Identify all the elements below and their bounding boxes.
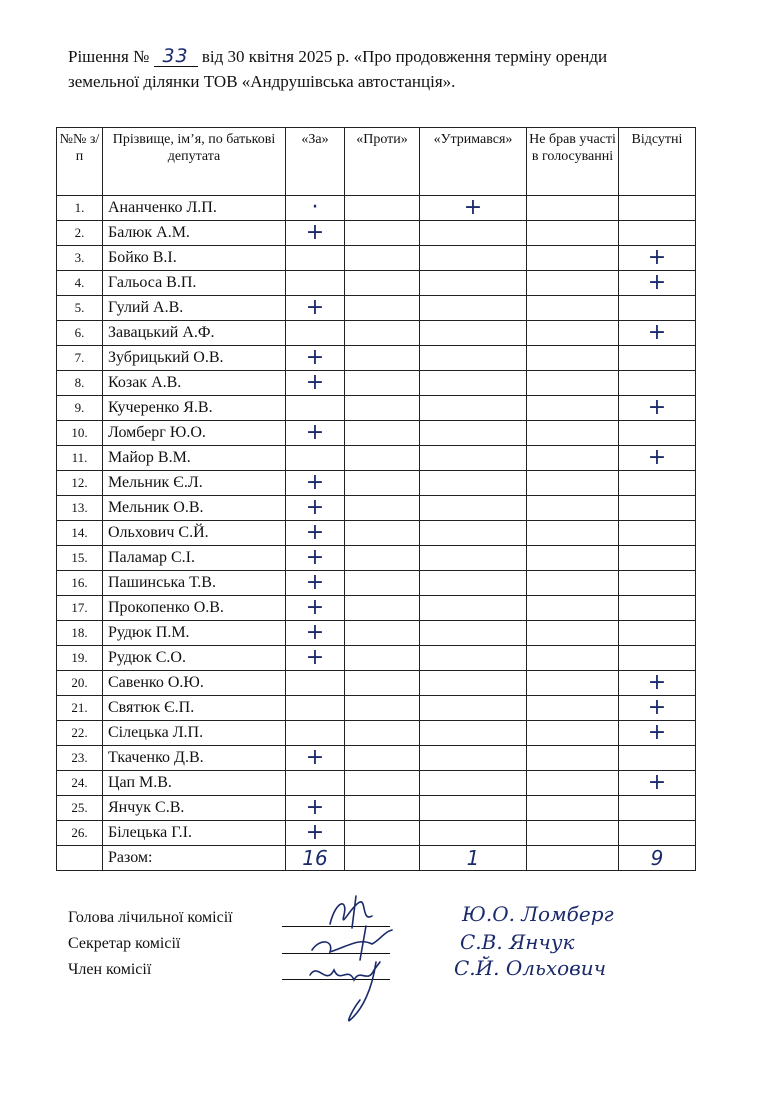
role-secretary: Секретар комісії [68, 935, 181, 952]
deputy-name: Ольхович С.Й. [103, 521, 286, 546]
total-absent: 9 [619, 846, 696, 871]
deputy-name: Ананченко Л.П. [103, 196, 286, 221]
row-number: 12. [57, 471, 103, 496]
deputy-name: Кучеренко Я.В. [103, 396, 286, 421]
row-number: 13. [57, 496, 103, 521]
vote-mark-abstain: + [420, 196, 527, 221]
row-number: 19. [57, 646, 103, 671]
row-number: 11. [57, 446, 103, 471]
vote-mark-for: · [286, 196, 345, 221]
role-member: Член комісії [68, 961, 152, 978]
row-number: 4. [57, 271, 103, 296]
col-header-num: №№ з/п [57, 128, 103, 196]
deputy-name: Майор В.М. [103, 446, 286, 471]
col-header-name: Прізвище, ім’я, по батькові депутата [103, 128, 286, 196]
deputy-name: Савенко О.Ю. [103, 671, 286, 696]
vote-mark-for: + [286, 546, 345, 571]
deputy-name: Ломберг Ю.О. [103, 421, 286, 446]
vote-mark-absent: + [619, 671, 696, 696]
decision-prefix: Рішення № [68, 47, 150, 66]
vote-mark-for: + [286, 746, 345, 771]
row-number: 3. [57, 246, 103, 271]
vote-mark-for: + [286, 821, 345, 846]
handwritten-name-chair: Ю.О. Ломберг [462, 902, 614, 926]
vote-mark-for: + [286, 646, 345, 671]
row-number: 9. [57, 396, 103, 421]
vote-mark-absent: + [619, 246, 696, 271]
vote-mark-for: + [286, 596, 345, 621]
decision-title-part: від 30 квітня 2025 р. «Про продовження терміну оренди [201, 47, 608, 66]
deputy-name: Бойко В.І. [103, 246, 286, 271]
vote-mark-for: + [286, 296, 345, 321]
handwritten-name-secretary: С.В. Янчук [460, 930, 575, 954]
col-header-abstain: «Утримався» [420, 128, 527, 196]
vote-mark-absent: + [619, 271, 696, 296]
decision-number: 33 [162, 45, 189, 67]
deputy-name: Козак А.В. [103, 371, 286, 396]
row-number: 7. [57, 346, 103, 371]
deputy-name: Сілецька Л.П. [103, 721, 286, 746]
row-number: 6. [57, 321, 103, 346]
row-number: 1. [57, 196, 103, 221]
vote-mark-absent: + [619, 771, 696, 796]
col-header-absent: Відсутні [619, 128, 696, 196]
deputy-name: Прокопенко О.В. [103, 596, 286, 621]
row-number: 8. [57, 371, 103, 396]
vote-mark-for: + [286, 346, 345, 371]
deputy-name: Мельник Є.Л. [103, 471, 286, 496]
vote-mark-absent: + [619, 396, 696, 421]
deputy-name: Паламар С.І. [103, 546, 286, 571]
vote-mark-for: + [286, 421, 345, 446]
row-number: 24. [57, 771, 103, 796]
deputy-name: Балюк А.М. [103, 221, 286, 246]
deputy-name: Гальоса В.П. [103, 271, 286, 296]
deputy-name: Цап М.В. [103, 771, 286, 796]
role-chair: Голова лічильної комісії [68, 909, 233, 926]
deputy-name: Зубрицький О.В. [103, 346, 286, 371]
total-for: 16 [286, 846, 345, 871]
vote-mark-absent: + [619, 446, 696, 471]
vote-mark-for: + [286, 496, 345, 521]
row-number: 17. [57, 596, 103, 621]
vote-mark-absent: + [619, 321, 696, 346]
deputy-name: Гулий А.В. [103, 296, 286, 321]
deputy-name: Рудюк С.О. [103, 646, 286, 671]
row-number: 21. [57, 696, 103, 721]
row-number: 25. [57, 796, 103, 821]
row-number: 26. [57, 821, 103, 846]
vote-mark-for: + [286, 521, 345, 546]
total-label: Разом: [103, 846, 286, 871]
deputy-name: Пашинська Т.В. [103, 571, 286, 596]
row-number: 5. [57, 296, 103, 321]
deputy-name: Святюк Є.П. [103, 696, 286, 721]
row-number: 20. [57, 671, 103, 696]
row-number: 10. [57, 421, 103, 446]
deputy-name: Рудюк П.М. [103, 621, 286, 646]
deputy-name: Мельник О.В. [103, 496, 286, 521]
vote-mark-for: + [286, 371, 345, 396]
row-number: 15. [57, 546, 103, 571]
total-abstain: 1 [420, 846, 527, 871]
handwritten-name-member: С.Й. Ольхович [454, 956, 607, 980]
vote-mark-for: + [286, 221, 345, 246]
vote-mark-for: + [286, 571, 345, 596]
header-line-2: земельної ділянки ТОВ «Андрушівська автостанція». [68, 72, 456, 91]
col-header-not-voted: Не брав участі в голосуванні [527, 128, 619, 196]
row-number: 22. [57, 721, 103, 746]
row-number: 14. [57, 521, 103, 546]
col-header-for: «За» [286, 128, 345, 196]
row-number: 18. [57, 621, 103, 646]
row-number: 2. [57, 221, 103, 246]
deputy-name: Ткаченко Д.В. [103, 746, 286, 771]
vote-mark-absent: + [619, 696, 696, 721]
deputy-name: Янчук С.В. [103, 796, 286, 821]
col-header-against: «Проти» [345, 128, 420, 196]
deputy-name: Білецька Г.І. [103, 821, 286, 846]
vote-mark-absent: + [619, 721, 696, 746]
row-number: 16. [57, 571, 103, 596]
vote-mark-for: + [286, 796, 345, 821]
vote-mark-for: + [286, 621, 345, 646]
vote-mark-for: + [286, 471, 345, 496]
row-number: 23. [57, 746, 103, 771]
deputy-name: Завацький А.Ф. [103, 321, 286, 346]
